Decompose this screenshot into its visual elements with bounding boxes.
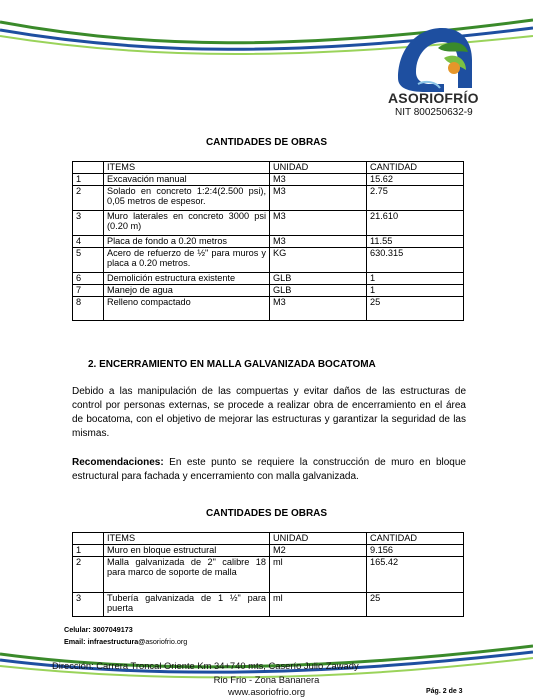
table-cell: GLB [270,273,367,285]
table-row [73,236,464,248]
table-cell: GLB [270,285,367,297]
table-row [73,557,464,593]
table-header-cell: UNIDAD [270,533,367,545]
table-cell: 2.75 [367,186,464,211]
table-cell: Muro en bloque estructural [104,545,270,557]
table-cell: ml [270,593,367,617]
quantities-table-1 [72,161,464,321]
brand-nit: NIT 800250632-9 [395,107,473,118]
section-heading-fencing: 2. ENCERRAMIENTO EN MALLA GALVANIZADA BOCATOMA [88,359,376,370]
table-cell: M2 [270,545,367,557]
table-cell: KG [270,248,367,273]
table-header-cell: CANTIDAD [367,533,464,545]
table-cell: 3 [73,211,104,236]
table-header-cell [73,162,104,174]
table-header-row [73,162,464,174]
table-cell: 21.610 [367,211,464,236]
table-row [73,297,464,321]
quantities-title-2: CANTIDADES DE OBRAS [205,508,328,519]
footer-website-link[interactable]: www.asoriofrio.org [227,686,306,697]
table-header-row [73,533,464,545]
table-cell: 25 [367,593,464,617]
table-cell: 11.55 [367,236,464,248]
page-number: Pág. 2 de 3 [426,688,463,695]
table-cell: 6 [73,273,104,285]
table-cell: ml [270,557,367,593]
table-header-cell: ITEMS [104,162,270,174]
asoriofrio-logo-icon [378,18,478,94]
table-cell: 630.315 [367,248,464,273]
table-cell: Demolición estructura existente [104,273,270,285]
table-header-cell: ITEMS [104,533,270,545]
table-cell: Malla galvanizada de 2" calibre 18 para marco de soporte de malla [104,557,270,593]
table-cell: 15.62 [367,174,464,186]
table-cell: 2 [73,557,104,593]
table-row [73,285,464,297]
fencing-paragraph: Debido a las manipulación de las compuertas y evitar daños de las estructuras de control por personas externas, se procede a realizar obra de encerramiento en el área de bocatoma, con el objetivo de mejorar las estructuras y garantizar la seguridad de las mismas. [72,386,466,439]
quantities-title-1: CANTIDADES DE OBRAS [205,137,328,148]
table-cell: 8 [73,297,104,321]
table-cell: Manejo de agua [104,285,270,297]
footer-address: Dirección: Carrera Troncal Oriente Km 34+740 mts, Caserío Julio Zawady [52,660,359,671]
table-cell: Solado en concreto 1:2:4(2.500 psi), 0,05 metros de espesor. [104,186,270,211]
brand-name: ASORIOFRÍO [388,90,479,106]
contact-email-label: Email: infraestructura@ [64,637,146,646]
table-cell: Acero de refuerzo de ½" para muros y placa a 0.20 metros. [104,248,270,273]
table-cell: 4 [73,236,104,248]
table-cell: M3 [270,211,367,236]
table-cell: Excavación manual [104,174,270,186]
table-cell: 1 [73,545,104,557]
table-row [73,211,464,236]
contact-phone: Celular: 3007049173 [64,625,133,634]
table-header-cell: UNIDAD [270,162,367,174]
recommendations-paragraph [72,456,466,484]
table-cell: 1 [367,285,464,297]
footer-city: Rio Frio - Zona Bananera [213,674,320,685]
table-cell: M3 [270,186,367,211]
recommendations-text: En este punto se requiere la construcción de muro en bloque estructural para fachada y encerramiento con malla galvanizada. [72,457,466,482]
table-cell: 2 [73,186,104,211]
table-cell: 3 [73,593,104,617]
table-header-cell: CANTIDAD [367,162,464,174]
table-row [73,545,464,557]
table-cell: Placa de fondo a 0.20 metros [104,236,270,248]
table-row [73,174,464,186]
table-cell: Tubería galvanizada de 1 ½" para puerta [104,593,270,617]
table-cell: M3 [270,236,367,248]
table-cell: 9.156 [367,545,464,557]
table-cell: 7 [73,285,104,297]
table-header-cell [73,533,104,545]
table-row [73,248,464,273]
table-row [73,273,464,285]
table-cell: M3 [270,174,367,186]
quantities-table-2 [72,532,464,617]
table-cell: Muro laterales en concreto 3000 psi (0.20 m) [104,211,270,236]
table-cell: 165.42 [367,557,464,593]
table-row [73,593,464,617]
table-row [73,186,464,211]
contact-email-domain: asoriofrio.org [145,637,188,646]
table-cell: Relleno compactado [104,297,270,321]
recommendations-label: Recomendaciones: [72,457,164,468]
table-cell: 1 [73,174,104,186]
table-cell: 25 [367,297,464,321]
table-cell: 1 [367,273,464,285]
table-cell: 5 [73,248,104,273]
table-cell: M3 [270,297,367,321]
